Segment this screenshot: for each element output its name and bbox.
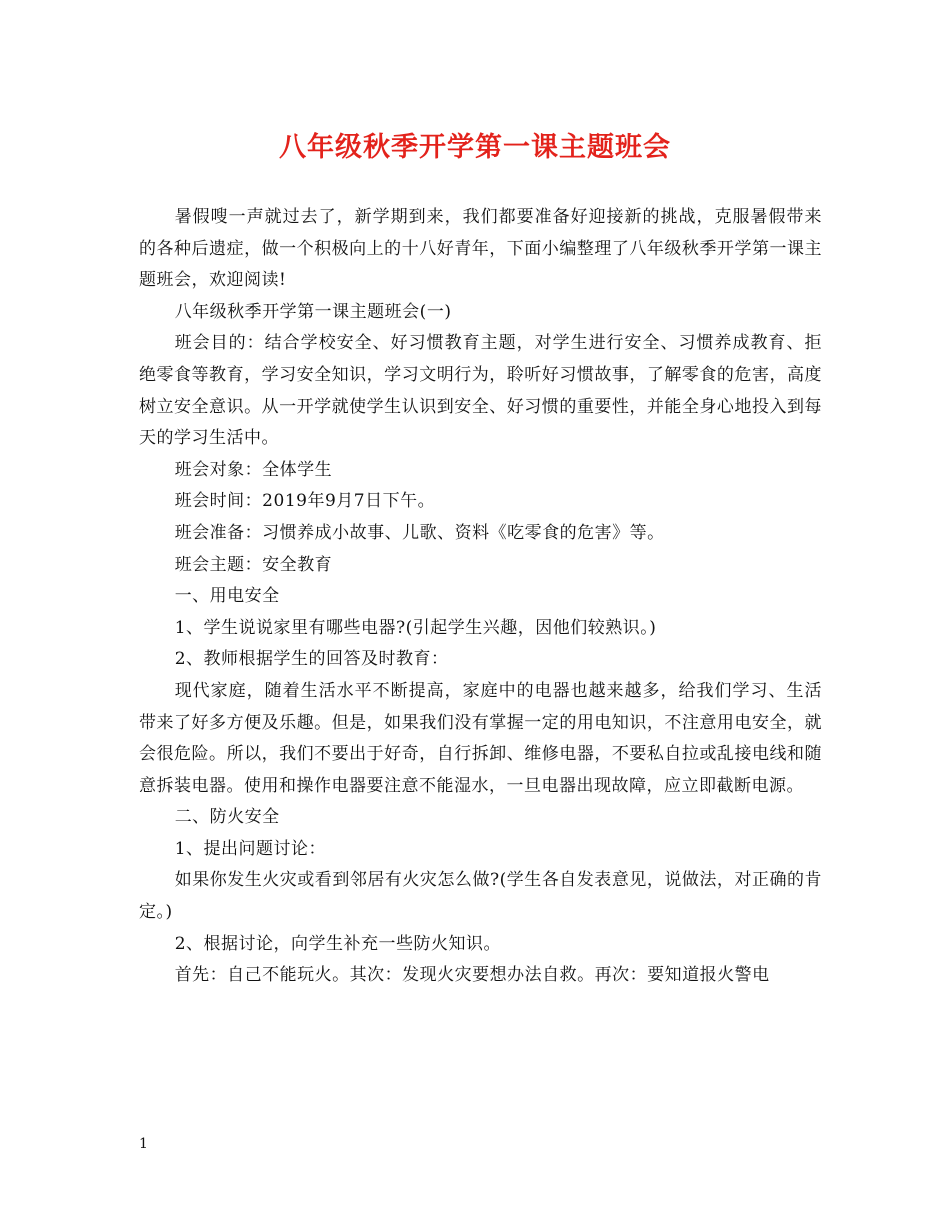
- heading-fire-safety: 二、防火安全: [174, 807, 280, 828]
- paragraph-electricity-item-2: 2、教师根据学生的回答及时教育：: [174, 649, 449, 670]
- paragraph-fire-question: 如果你发生火灾或看到邻居有火灾怎么做?(学生各自发表意见，说做法，对正确的肯定。): [139, 870, 822, 923]
- document-title: 八年级秋季开学第一课主题班会: [279, 132, 671, 163]
- paragraph-meeting-theme: 班会主题：安全教育: [174, 554, 333, 575]
- paragraph-meeting-time: 班会时间：2019年9月7日下午。: [174, 491, 436, 512]
- paragraph-fire-knowledge: 首先：自己不能玩火。其次：发现火灾要想办法自救。再次：要知道报火警电: [174, 965, 770, 986]
- paragraph-fire-item-1: 1、提出问题讨论：: [174, 838, 327, 859]
- section-heading-part-one: 八年级秋季开学第一课主题班会(一): [174, 301, 452, 322]
- paragraph-meeting-preparation: 班会准备：习惯养成小故事、儿歌、资料《吃零食的危害》等。: [174, 522, 665, 543]
- page-number: 1: [139, 1136, 148, 1152]
- paragraph-electricity-detail: 现代家庭，随着生活水平不断提高，家庭中的电器也越来越多，给我们学习、生活带来了好多方便及乐趣。但是，如果我们没有掌握一定的用电知识，不注意用电安全，就会很危险。所以，我们不要出于好奇，自行拆卸、维修电器，不要私自拉或乱接电线和随意拆装电器。使用和操作电器要注意不能湿水，一旦电器出现故障，应立即截断电源。: [139, 680, 822, 796]
- paragraph-meeting-audience: 班会对象：全体学生: [174, 459, 333, 480]
- paragraph-electricity-item-1: 1、学生说说家里有哪些电器?(引起学生兴趣，因他们较熟识。): [174, 617, 657, 638]
- paragraph-intro: 暑假嗖一声就过去了，新学期到来，我们都要准备好迎接新的挑战，克服暑假带来的各种后遗症，做一个积极向上的十八好青年，下面小编整理了八年级秋季开学第一课主题班会，欢迎阅读!: [139, 207, 822, 291]
- heading-electricity-safety: 一、用电安全: [174, 586, 280, 607]
- paragraph-fire-item-2: 2、根据讨论，向学生补充一些防火知识。: [174, 933, 502, 954]
- paragraph-meeting-purpose: 班会目的：结合学校安全、好习惯教育主题，对学生进行安全、习惯养成教育、拒绝零食等教育，学习安全知识，学习文明行为，聆听好习惯故事，了解零食的危害，高度树立安全意识。从一开学就使学生认识到安全、好习惯的重要性，并能全身心地投入到每天的学习生活中。: [139, 333, 822, 449]
- document-body: [139, 202, 822, 992]
